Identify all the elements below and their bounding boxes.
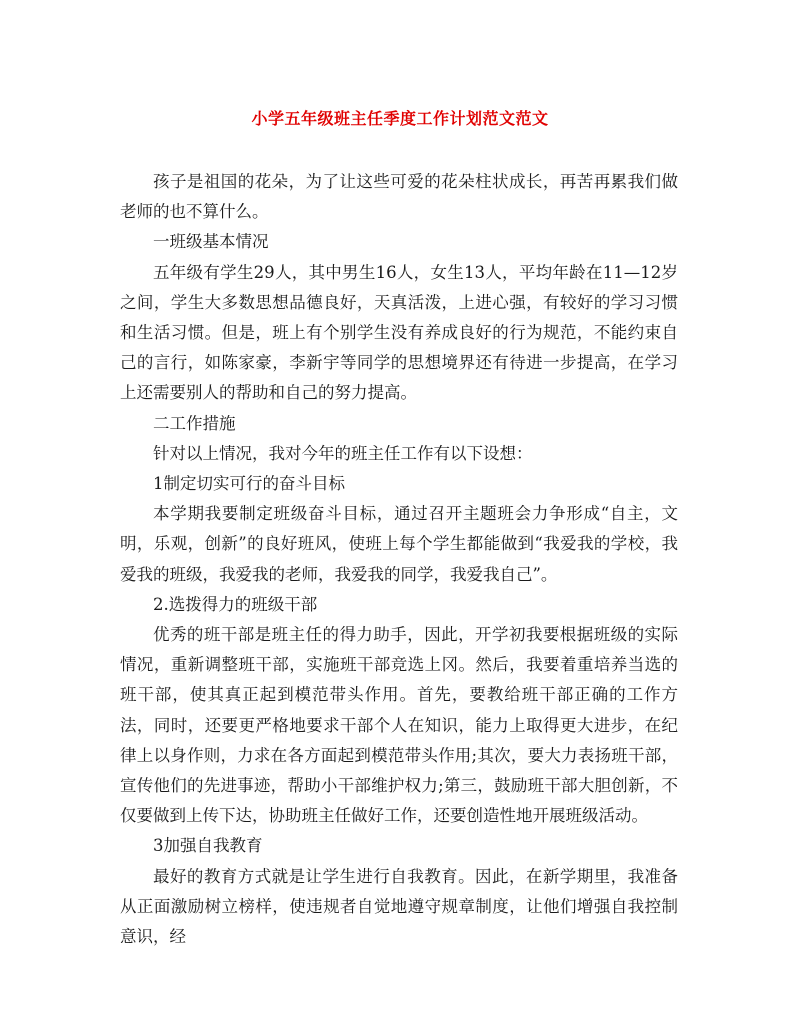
- document-title: 小学五年级班主任季度工作计划范文范文: [251, 109, 549, 128]
- heading-self-education: 3加强自我教育: [153, 836, 263, 856]
- paragraph-goal: 本学期我要制定班级奋斗目标，通过召开主题班会力争形成“自主，文明，乐观，创新”的良好班风，使班上每个学生都能做到“我爱我的学校，我爱我的班级，我爱我的老师，我爱我的同学，我爱我自己”。: [120, 504, 678, 584]
- heading-class-situation: 一班级基本情况: [153, 232, 269, 252]
- paragraph-self-education: 最好的教育方式就是让学生进行自我教育。因此，在新学期里，我准备从正面激励树立榜样，使违规者自觉地遵守规章制度，让他们增强自我控制意识，经: [120, 866, 678, 947]
- document-body: [120, 167, 678, 952]
- heading-work-measures: 二工作措施: [153, 413, 236, 433]
- paragraph-class-situation: 五年级有学生29人，其中男生16人，女生13人，平均年龄在11—12岁之间，学生大多数思想品德良好，天真活泼，上进心强，有较好的学习习惯和生活习惯。但是，班上有个别学生没有养成良好的行为规范，不能约束自己的言行，如陈家豪，李新宇等同学的思想境界还有待进一步提高，在学习上还需要别人的帮助和自己的努力提高。: [120, 262, 678, 403]
- heading-class-cadres: 2.选拨得力的班级干部: [153, 594, 318, 614]
- paragraph-intro: 孩子是祖国的花朵，为了让这些可爱的花朵柱状成长，再苦再累我们做老师的也不算什么。: [120, 172, 678, 222]
- paragraph-class-cadres: 优秀的班干部是班主任的得力助手，因此，开学初我要根据班级的实际情况，重新调整班干部，实施班干部竞选上冈。然后，我要着重培养当选的班干部，使其真正起到模范带头作用。首先，要教给班干部正确的工作方法，同时，还要更严格地要求干部个人在知识，能力上取得更大进步，在纪律上以身作则，力求在各方面起到模范带头作用;其次，要大力表扬班干部，宣传他们的先进事迹，帮助小干部维护权力;第三，鼓励班干部大胆创新，不仅要做到上传下达，协助班主任做好工作，还要创造性地开展班级活动。: [120, 625, 678, 826]
- heading-goal: 1制定切实可行的奋斗目标: [153, 474, 345, 494]
- paragraph-measures-intro: 针对以上情况，我对今年的班主任工作有以下设想：: [153, 443, 533, 463]
